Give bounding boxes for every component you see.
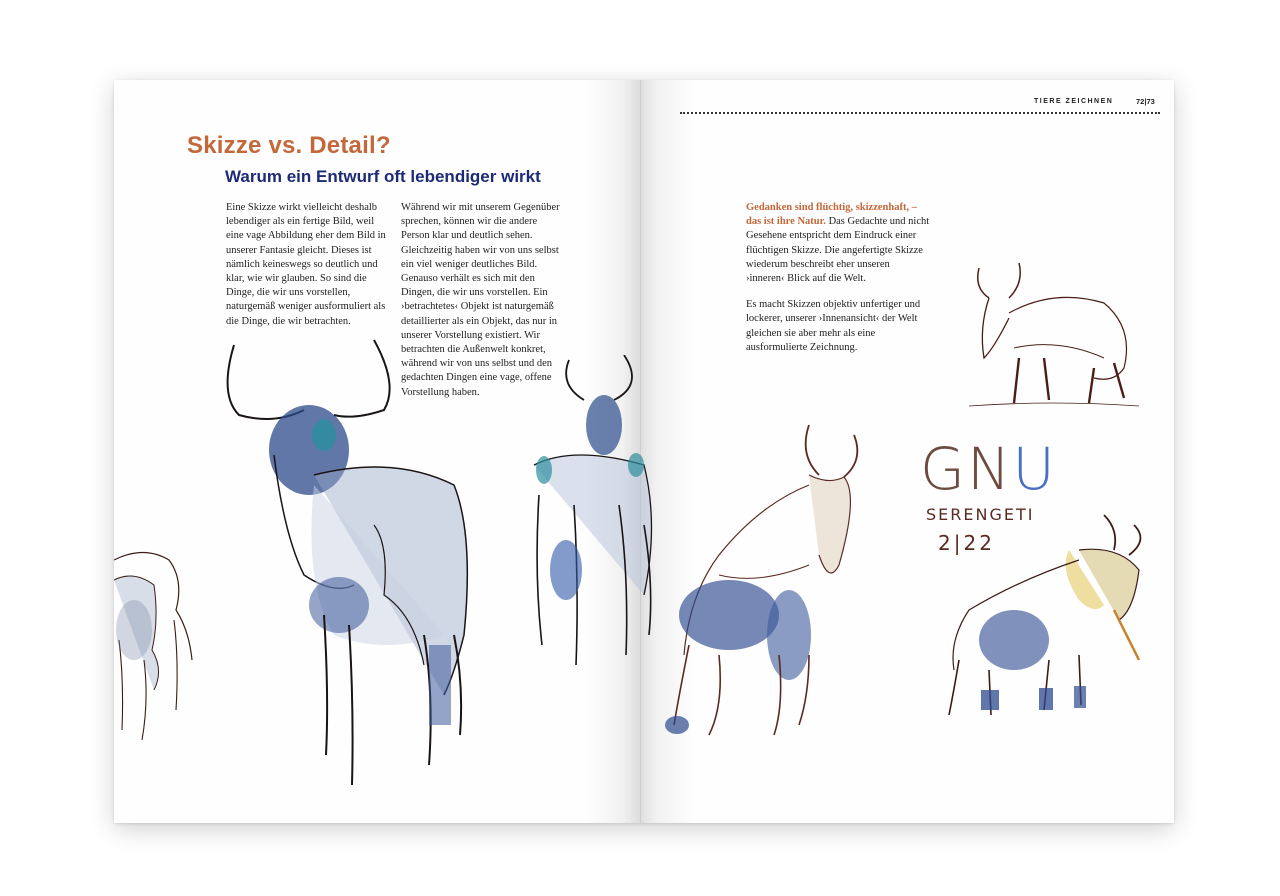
paragraph-1 bbox=[746, 201, 930, 286]
wildebeest-sketch-colored bbox=[929, 510, 1169, 725]
page-title: Skizze vs. Detail? bbox=[187, 132, 391, 159]
wildebeest-sketch-ink bbox=[964, 258, 1144, 413]
body-column-3 bbox=[746, 201, 930, 367]
paragraph-1-rest: Das Gedachte und nicht Gesehene entspricht dem Eindruck einer flüchtigen Skizze. Die angefertigte Skizze wiederum beschreibt eher unseren ›inneren‹ Blick auf die Welt. bbox=[746, 216, 930, 285]
paragraph-2: Es macht Skizzen objektiv unfertiger und lockerer, unserer ›Innenansicht‹ der Welt gleichen sie aber mehr als eine ausformulierte Zeichnung. bbox=[746, 299, 921, 353]
sketch-caption-u: U bbox=[1012, 435, 1057, 503]
wildebeest-sketch-large bbox=[214, 335, 494, 815]
body-column-2: Während wir mit unserem Gegenüber sprechen, können wir die andere Person klar und deutlich sehen. Gleichzeitig haben wir von uns selbst ein viel weniger deutliches Bild. Genauso verhält es sich mit den Dingen, die wir uns vorstellen. Ein ›betrachtetes‹ Objekt ist naturgemäß detaillierter als ein Objekt, das nur in unserer Vorstellung existiert. Wir betrachten die Außenwelt konkret, während wir von uns selbst und den gedachten Dingen eine vage, offene Vorstellung haben. bbox=[401, 202, 560, 398]
wildebeest-sketch-rear bbox=[514, 355, 664, 695]
header-dotted-rule bbox=[680, 112, 1160, 114]
body-column-1: Eine Skizze wirkt vielleicht deshalb lebendiger als ein fertige Bild, weil eine vage Abbildung eher dem Bild in unserer Fantasie gleicht. Dieses ist nämlich keineswegs so deutlich und klar, wie wir glauben. So sind die Dinge, die wir uns vorstellen, naturgemäß weniger ausformuliert als die Dinge, die wir betrachten. bbox=[226, 202, 386, 327]
page-numbers: 72|73 bbox=[1136, 97, 1155, 106]
lead-highlight: Gedanken sind flüchtig, skizzenhaft, – das ist ihre Natur. bbox=[746, 202, 917, 228]
wildebeest-sketch-walking bbox=[659, 415, 909, 745]
sketch-caption-place: SERENGETI bbox=[926, 505, 1035, 524]
sketch-caption-gnu bbox=[920, 435, 1057, 503]
sketch-caption-gn: GN bbox=[920, 435, 1013, 503]
page-subtitle: Warum ein Entwurf oft lebendiger wirkt bbox=[225, 167, 541, 186]
sketch-caption-date: 2|22 bbox=[938, 531, 995, 555]
book-spread bbox=[114, 80, 1174, 823]
wildebeest-sketch-edge bbox=[114, 540, 204, 760]
running-head: TIERE ZEICHNEN bbox=[1034, 98, 1114, 105]
